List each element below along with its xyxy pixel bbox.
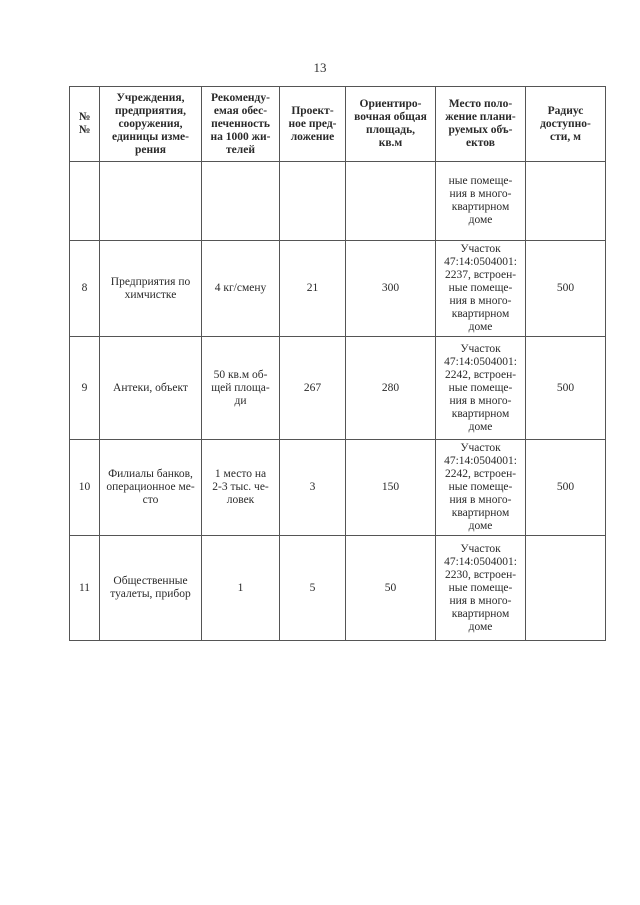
cell-area — [346, 162, 436, 241]
cell-norm: 1 — [202, 536, 280, 641]
cell-proposal: 21 — [280, 241, 346, 337]
cell-area: 300 — [346, 241, 436, 337]
header-area: Ориентиро- вочная общая площадь, кв.м — [346, 87, 436, 162]
cell-facility: Филиалы банков, операционное ме- сто — [100, 440, 202, 536]
header-facility: Учреждения, предприятия, сооружения, единицы изме- рения — [100, 87, 202, 162]
cell-proposal: 5 — [280, 536, 346, 641]
cell-norm — [202, 162, 280, 241]
cell-location: ные помеще- ния в много- квартирном доме — [436, 162, 526, 241]
table-header-row — [70, 87, 606, 162]
table-row — [70, 536, 606, 641]
facilities-table — [69, 86, 606, 641]
cell-number — [70, 162, 100, 241]
cell-facility: Антеки, объект — [100, 337, 202, 440]
table-row — [70, 162, 606, 241]
cell-radius — [526, 536, 606, 641]
header-radius: Радиус доступно- сти, м — [526, 87, 606, 162]
table-row — [70, 440, 606, 536]
cell-facility: Общественные туалеты, прибор — [100, 536, 202, 641]
cell-facility — [100, 162, 202, 241]
header-location: Место поло- жение плани- руемых объ- ектов — [436, 87, 526, 162]
cell-norm: 50 кв.м об- щей площа- ди — [202, 337, 280, 440]
cell-radius: 500 — [526, 337, 606, 440]
table-row — [70, 241, 606, 337]
cell-facility: Предприятия по химчистке — [100, 241, 202, 337]
table-row — [70, 337, 606, 440]
cell-number: 8 — [70, 241, 100, 337]
cell-norm: 4 кг/смену — [202, 241, 280, 337]
cell-radius: 500 — [526, 440, 606, 536]
cell-location: Участок 47:14:0504001: 2237, встроен- ные помеще- ния в много- квартирном доме — [436, 241, 526, 337]
cell-proposal: 267 — [280, 337, 346, 440]
cell-area: 150 — [346, 440, 436, 536]
page-number: 13 — [313, 60, 327, 75]
header-proposal: Проект- ное пред- ложение — [280, 87, 346, 162]
cell-number: 9 — [70, 337, 100, 440]
cell-radius — [526, 162, 606, 241]
cell-area: 50 — [346, 536, 436, 641]
cell-location: Участок 47:14:0504001: 2242, встроен- ные помеще- ния в много- квартирном доме — [436, 337, 526, 440]
header-number: № № — [70, 87, 100, 162]
cell-location: Участок 47:14:0504001: 2230, встроен- ные помеще- ния в много- квартирном доме — [436, 536, 526, 641]
cell-norm: 1 место на 2-3 тыс. че- ловек — [202, 440, 280, 536]
cell-location: Участок 47:14:0504001: 2242, встроен- ные помеще- ния в много- квартирном доме — [436, 440, 526, 536]
cell-proposal: 3 — [280, 440, 346, 536]
cell-area: 280 — [346, 337, 436, 440]
cell-number: 10 — [70, 440, 100, 536]
cell-number: 11 — [70, 536, 100, 641]
cell-radius: 500 — [526, 241, 606, 337]
header-norm: Рекоменду- емая обес- печенность на 1000 жи- телей — [202, 87, 280, 162]
cell-proposal — [280, 162, 346, 241]
